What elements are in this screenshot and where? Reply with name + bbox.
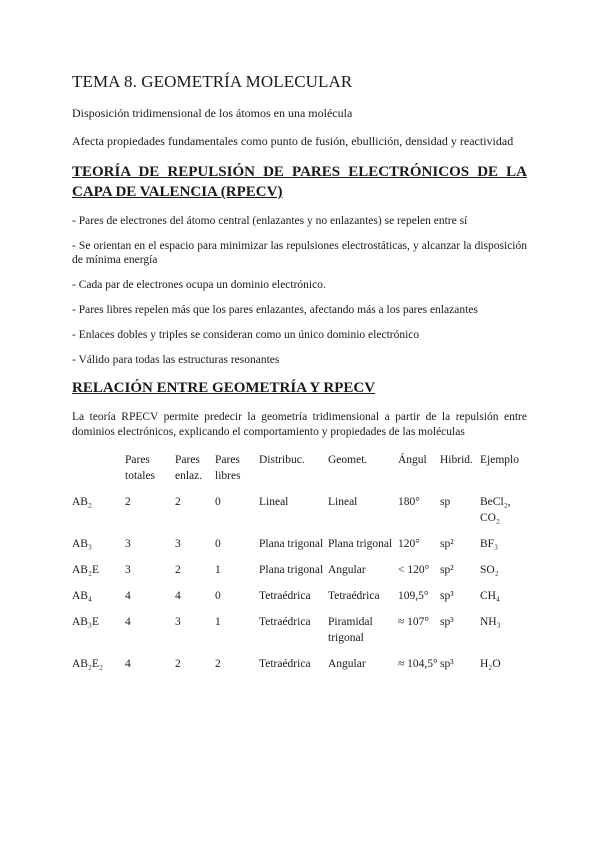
cell-geometria: Lineal	[328, 496, 358, 508]
table-row	[72, 588, 527, 614]
cell-distribucion: Lineal	[259, 496, 289, 508]
cell-pares-libres: 1	[215, 616, 221, 628]
table-row	[72, 656, 527, 682]
section-heading-rpecv: TEORÍA DE REPULSIÓN DE PARES ELECTRÓNICOS DE LA CAPA DE VALENCIA (RPECV)	[72, 164, 527, 200]
cell-hibridacion: sp³	[440, 590, 454, 602]
cell-ejemplo: H₂O	[480, 658, 501, 670]
cell-pares-enlaz: 2	[175, 658, 181, 670]
cell-angulo: 109,5°	[398, 590, 429, 602]
section-heading-relacion: RELACIÓN ENTRE GEOMETRÍA Y RPECV	[72, 380, 376, 396]
cell-type: AB₄	[72, 590, 92, 602]
column-header	[72, 452, 125, 494]
cell-angulo: < 120°	[398, 564, 430, 576]
cell-pares-enlaz: 3	[175, 616, 181, 628]
cell-pares-libres: 1	[215, 564, 221, 576]
intro-paragraph: Disposición tridimensional de los átomos en una molécula	[72, 106, 353, 120]
table-row	[72, 494, 527, 536]
cell-pares-libres: 2	[215, 658, 221, 670]
column-header: Ángul	[398, 454, 427, 466]
cell-angulo: ≈ 107°	[398, 616, 430, 628]
cell-ejemplo: NH₃	[480, 616, 501, 628]
column-header: Distribuc.	[259, 454, 305, 466]
cell-angulo: 120°	[398, 538, 420, 550]
cell-pares-totales: 4	[125, 658, 131, 670]
table-row	[72, 614, 527, 656]
cell-type: AB₃E	[72, 616, 100, 628]
cell-pares-libres: 0	[215, 590, 221, 602]
table-row	[72, 536, 527, 562]
cell-pares-enlaz: 4	[175, 590, 181, 602]
cell-hibridacion: sp³	[440, 616, 454, 628]
cell-ejemplo: SO₂	[480, 564, 499, 576]
cell-distribucion: Plana trigonal	[259, 538, 324, 550]
column-header: Hibrid.	[440, 454, 473, 466]
cell-pares-totales: 3	[125, 538, 131, 550]
cell-geometria: Plana trigonal	[328, 538, 393, 550]
cell-distribucion: Tetraédrica	[259, 590, 311, 602]
intro-paragraph: Afecta propiedades fundamentales como punto de fusión, ebullición, densidad y reactividad	[72, 134, 514, 148]
cell-angulo: 180°	[398, 496, 420, 508]
cell-pares-libres: 0	[215, 538, 221, 550]
bullet-item: - Válido para todas las estructuras resonantes	[72, 354, 280, 366]
cell-type: AB₂E	[72, 564, 100, 576]
cell-type: AB₂E₂	[72, 658, 104, 670]
page-title: TEMA 8. GEOMETRÍA MOLECULAR	[72, 72, 353, 91]
cell-type: AB₂	[72, 496, 92, 508]
cell-pares-enlaz: 2	[175, 496, 181, 508]
bullet-item: - Se orientan en el espacio para minimizar las repulsiones electrostáticas, y alcanzar la disposición de mínima energía	[72, 240, 527, 266]
cell-pares-totales: 4	[125, 616, 131, 628]
bullet-item: - Cada par de electrones ocupa un dominio electrónico.	[72, 279, 326, 291]
cell-geometria: Tetraédrica	[328, 590, 380, 602]
column-header: Pares enlaz.	[175, 454, 203, 482]
cell-type: AB₃	[72, 538, 92, 550]
cell-distribucion: Plana trigonal	[259, 564, 324, 576]
bullet-item: - Enlaces dobles y triples se consideran como un único dominio electrónico	[72, 329, 420, 341]
column-header: Geomet.	[328, 454, 368, 466]
cell-pares-totales: 4	[125, 590, 131, 602]
table-row	[72, 562, 527, 588]
column-header: Pares totales	[125, 454, 156, 482]
cell-pares-libres: 0	[215, 496, 221, 508]
cell-pares-totales: 3	[125, 564, 131, 576]
cell-geometria: Angular	[328, 658, 366, 670]
bullet-item: - Pares de electrones del átomo central (enlazantes y no enlazantes) se repelen entre sí	[72, 215, 468, 227]
cell-pares-totales: 2	[125, 496, 131, 508]
geometry-table	[72, 452, 527, 682]
cell-pares-enlaz: 3	[175, 538, 181, 550]
cell-hibridacion: sp²	[440, 538, 454, 550]
cell-distribucion: Tetraédrica	[259, 616, 311, 628]
cell-pares-enlaz: 2	[175, 564, 181, 576]
cell-hibridacion: sp²	[440, 564, 454, 576]
section-paragraph: La teoría RPECV permite predecir la geometría tridimensional a partir de la repulsión entre dominios electrónicos, explicando el comportamiento y propiedades de las moléculas	[72, 411, 527, 438]
column-header: Ejemplo	[480, 454, 519, 466]
cell-ejemplo: CH₄	[480, 590, 500, 602]
cell-ejemplo: BeCl₂, CO₂	[480, 496, 511, 524]
column-header: Pares libres	[215, 454, 241, 482]
cell-hibridacion: sp	[440, 496, 451, 508]
cell-geometria: Angular	[328, 564, 366, 576]
cell-hibridacion: sp³	[440, 658, 454, 670]
cell-ejemplo: BF₃	[480, 538, 499, 550]
table-header-row	[72, 452, 527, 494]
document-page	[72, 72, 527, 682]
cell-geometria: Piramidal trigonal	[328, 616, 373, 644]
bullet-item: - Pares libres repelen más que los pares enlazantes, afectando más a los pares enlazantes	[72, 304, 478, 316]
cell-angulo: ≈ 104,5°	[398, 658, 438, 670]
cell-distribucion: Tetraédrica	[259, 658, 311, 670]
